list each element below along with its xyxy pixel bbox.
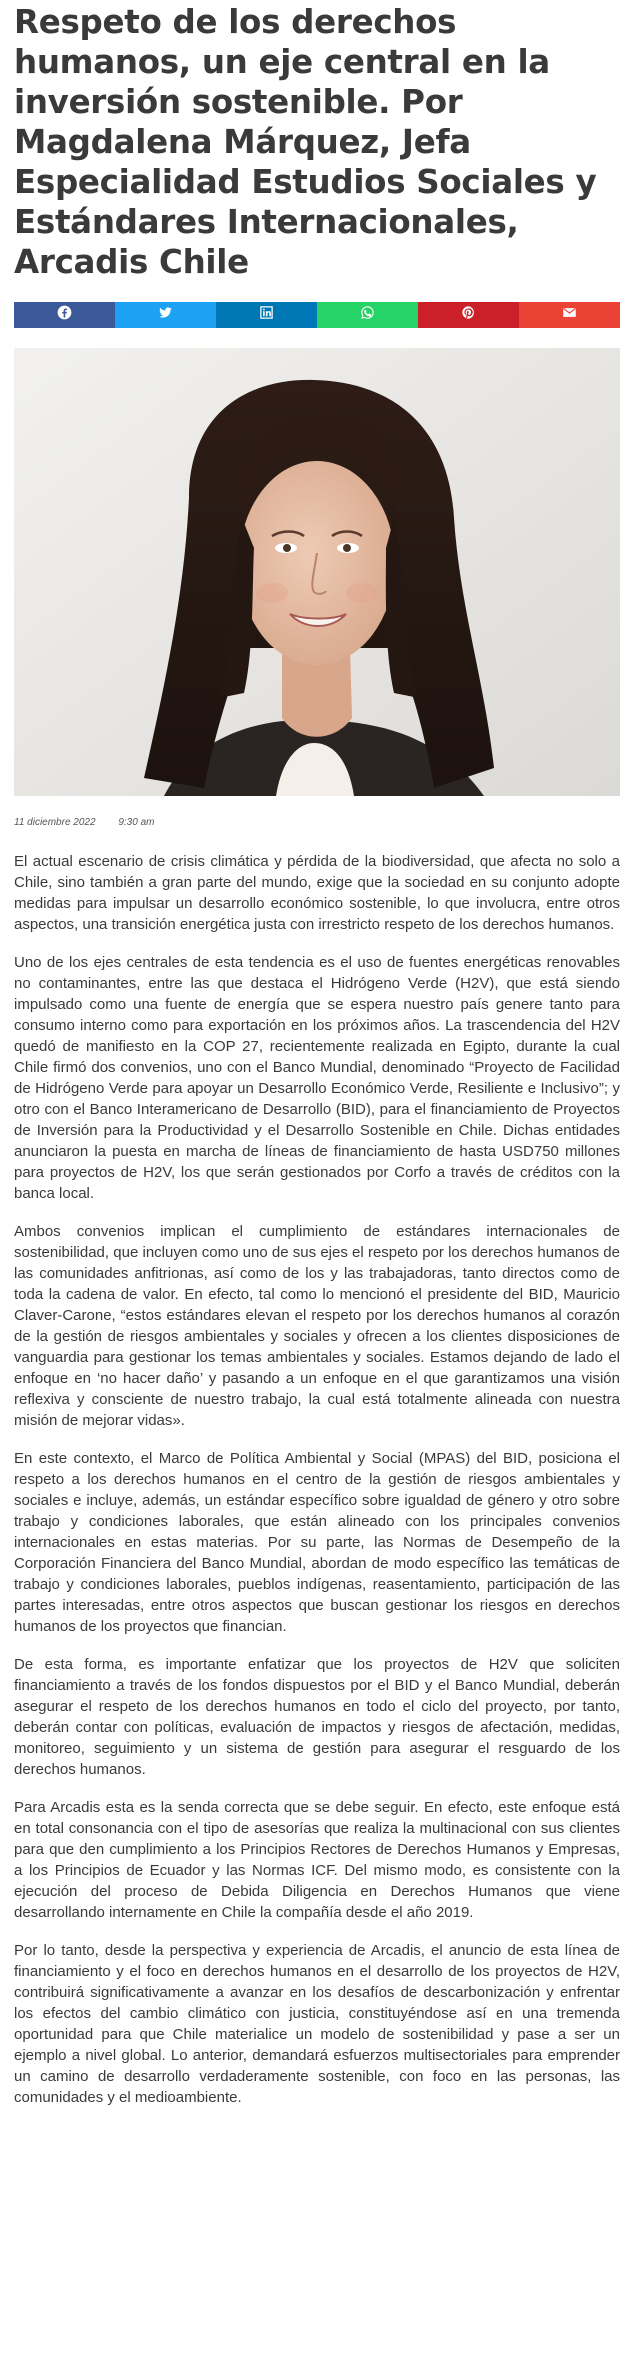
article-paragraph: Ambos convenios implican el cumplimiento de estándares internacionales de sostenibilidad, que incluyen como uno de sus ejes el respeto por los derechos humanos de las comunidades anfitrionas, así como de los y las trabajadoras, tanto directos como de toda la cadena de valor. En efecto, tal como lo mencionó el presidente del BID, Mauricio Claver-Carone, “estos estándares elevan el respeto por los derechos humanos al corazón de la gestión de riesgos ambientales y sociales y ofrecen a los clientes disposiciones de vanguardia para gestionar los temas ambientales y sociales. Estamos dejando de lado el enfoque en ‘no hacer daño’ y pasando a un enfoque en el que garantizamos una visión reflexiva y consciente de nuestro trabajo, la cual está totalmente alineada con nuestra misión de mejorar vidas». (14, 1223, 620, 1429)
share-pinterest-button[interactable] (418, 302, 519, 328)
share-whatsapp-button[interactable] (317, 302, 418, 328)
linkedin-icon (259, 305, 274, 325)
share-linkedin-button[interactable] (216, 302, 317, 328)
article-paragraph: Por lo tanto, desde la perspectiva y experiencia de Arcadis, el anuncio de esta línea de financiamiento y el foco en derechos humanos en el desarrollo de los proyectos de H2V, contribuirá significativamente a avanzar en los desafíos de descarbonización y enfrentar los efectos del cambio climático con justicia, constituyéndose así en una tremenda oportunidad para que Chile materialice un modelo de sostenibilidad y pase a ser un ejemplo a nivel global. Lo anterior, demandará esfuerzos multisectoriales para emprender un camino de desarrollo verdaderamente sostenible, con foco en las personas, las comunidades y el medioambiente. (14, 1942, 620, 2106)
share-twitter-button[interactable] (115, 302, 216, 328)
article-paragraph: Para Arcadis esta es la senda correcta que se debe seguir. En efecto, este enfoque está en total consonancia con el tipo de asesorías que realiza la multinacional con sus clientes para que den cumplimiento a los Principios Rectores de Derechos Humanos y Empresas, a los Principios de Ecuador y las Normas ICF. Del mismo modo, es consistente con la ejecución del proceso de Debida Diligencia en Derechos Humanos que viene desarrollando internamente en Chile la compañía desde el año 2019. (14, 1799, 620, 1921)
article-body (14, 851, 620, 2108)
article-paragraph: Uno de los ejes centrales de esta tendencia es el uso de fuentes energéticas renovables no contaminantes, entre las que destaca el Hidrógeno Verde (H2V), que está siendo impulsado como una fuente de energía que se espera nuestro país genere tanto para consumo interno como para exportación en los próximos años. La trascendencia del H2V quedó de manifiesto en la COP 27, recientemente realizada en Egipto, durante la cual Chile firmó dos convenios, uno con el Banco Mundial, denominado “Proyecto de Facilidad de Hidrógeno Verde para apoyar un Desarrollo Económico Verde, Resiliente e Inclusivo”; y otro con el Banco Interamericano de Desarrollo (BID), para el financiamiento de Proyectos de Inversión para la Productividad y el Desarrollo Sostenible en Chile. Dichas entidades anunciaron la puesta en marcha de líneas de financiamiento de hasta USD750 millones para proyectos de H2V, los que serán gestionados por Corfo a través de créditos con la banca local. (14, 954, 620, 1202)
facebook-icon (57, 305, 72, 325)
article-paragraph: El actual escenario de crisis climática y pérdida de la biodiversidad, que afecta no solo a Chile, sino también a gran parte del mundo, exige que la sociedad en su conjunto adopte medidas para impulsar un desarrollo económico sostenible, lo que involucra, entre otros aspectos, una transición energética justa con irrestricto respeto de los derechos humanos. (14, 853, 620, 933)
author-photo (14, 348, 620, 796)
article-paragraph: De esta forma, es importante enfatizar que los proyectos de H2V que soliciten financiamiento a través de los fondos dispuestos por el BID y el Banco Mundial, deberán asegurar el respeto de los derechos humanos en todo el ciclo del proyecto, por tanto, deberán contar con políticas, evaluación de impactos y riesgos de afectación, medidas, monitoreo, seguimiento y un sistema de gestión para asegurar el resguardo de los derechos humanos. (14, 1656, 620, 1778)
article-time: 9:30 am (118, 817, 155, 828)
article-meta (14, 817, 620, 831)
article-page (14, 0, 620, 2108)
article-title: Respeto de los derechos humanos, un eje central en la inversión sostenible. Por Magdalena Márquez, Jefa Especialidad Estudios Sociales y Estándares Internacionales, Arcadis Chile (14, 3, 597, 281)
whatsapp-icon (360, 305, 375, 325)
twitter-icon (158, 305, 173, 325)
share-email-button[interactable] (519, 302, 620, 328)
article-paragraph: En este contexto, el Marco de Política Ambiental y Social (MPAS) del BID, posiciona el respeto a los derechos humanos en el centro de la gestión de riesgos ambientales y sociales e incluye, además, un estándar específico sobre igualdad de género y otro sobre trabajo y condiciones laborales, que están alineado con los principales convenios internacionales en estas materias. Por su parte, las Normas de Desempeño de la Corporación Financiera del Banco Mundial, abordan de modo específico las temáticas de trabajo y condiciones laborales, pueblos indígenas, reasentamiento, participación de las partes interesadas, entre otros aspectos que buscan gestionar los riesgos en derechos humanos de los proyectos que financian. (14, 1450, 620, 1635)
pinterest-icon (461, 305, 476, 325)
email-icon (562, 305, 577, 325)
article-date: 11 diciembre 2022 (14, 817, 96, 828)
share-facebook-button[interactable] (14, 302, 115, 328)
share-bar (14, 302, 620, 328)
